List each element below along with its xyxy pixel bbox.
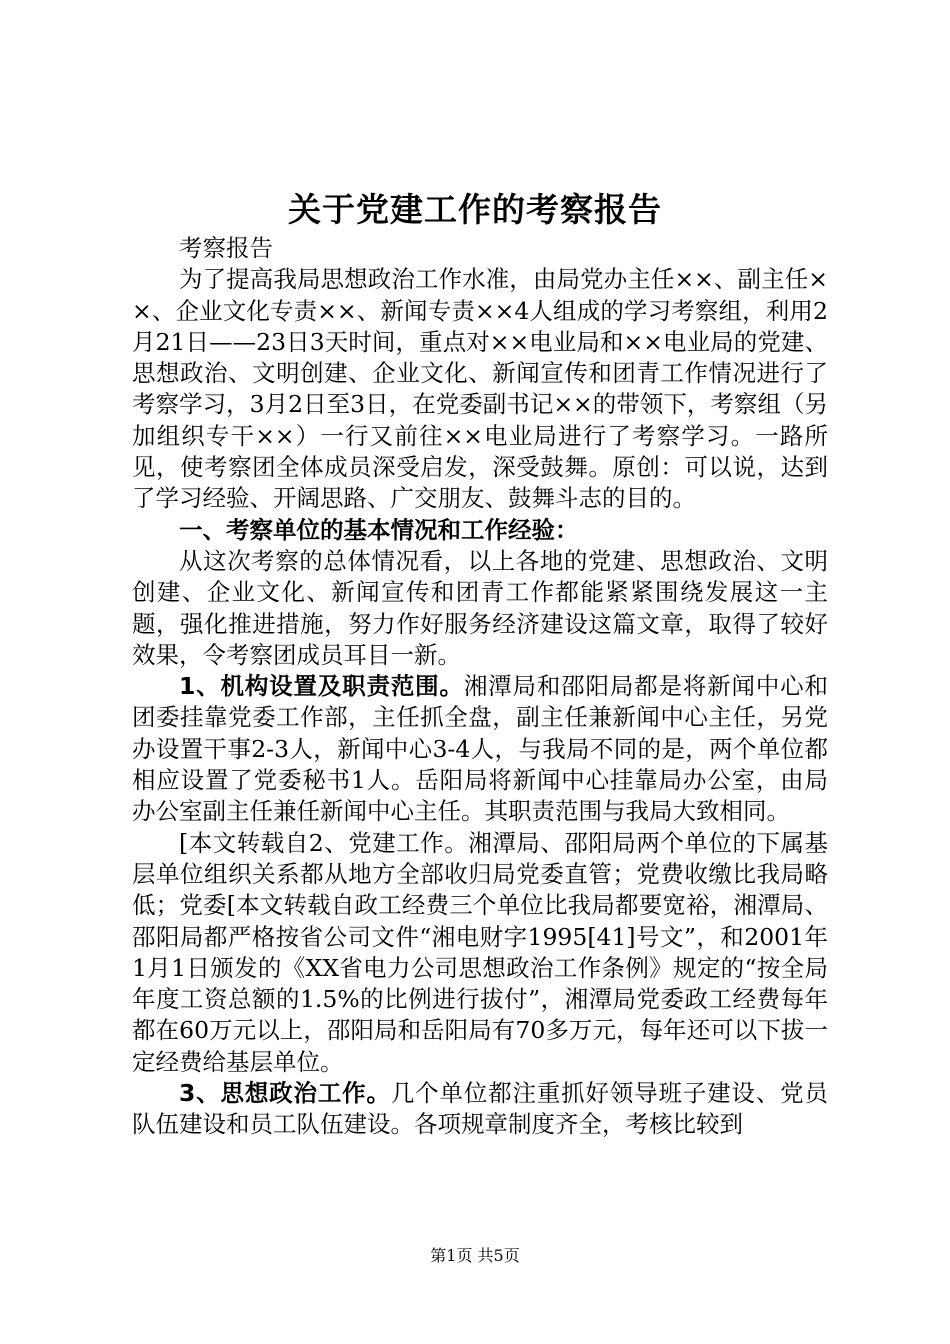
paragraph-text: 考察报告 (179, 234, 273, 262)
paragraph-text: 湘潭局和邵阳局都是将新闻中心和团委挂靠党委工作部，主任抓全盘，副主任兼新闻中心主任，另党办设置干事2-3人，新闻中心3-4人，与我局不同的是，两个单位都相应设置了党委秘书1人。岳阳局将新闻中心挂靠局办公室，由局办公室副主任兼任新闻中心主任。其职责范围与我局大致相同。 (132, 672, 828, 826)
section-heading-text: 一、考察单位的基本情况和工作经验： (179, 515, 579, 544)
paragraph-party-building (132, 828, 828, 1078)
page-footer: 第1页 共5页 (430, 1246, 520, 1265)
paragraph-organization (132, 671, 828, 827)
section-heading-1 (132, 515, 828, 546)
document-body (132, 233, 828, 1141)
document-title: 关于党建工作的考察报告 (288, 190, 662, 229)
paragraph-text: 从这次考察的总体情况看，以上各地的党建、思想政治、文明创建、企业文化、新闻宣传和团青工作都能紧紧围绕发展这一主题，强化推进措施，努力作好服务经济建设这篇文章，取得了较好效果，令考察团成员耳目一新。 (132, 546, 828, 669)
paragraph-lead: 3、思想政治工作。 (179, 1079, 391, 1108)
paragraph-intro-label (132, 233, 828, 264)
paragraph-lead: 1、机构设置及职责范围。 (179, 672, 464, 701)
paragraph-overview (132, 546, 828, 671)
paragraph-purpose (132, 264, 828, 514)
paragraph-text: 为了提高我局思想政治工作水准，由局党办主任××、副主任××、企业文化专责××、新闻专责××4人组成的学习考察组，利用2月21日——23日3天时间，重点对××电业局和××电业局的党建、思想政治、文明创建、企业文化、新闻宣传和团青工作情况进行了考察学习，3月2日至3日，在党委副书记××的带领下，考察组（另加组织专干××）一行又前往××电业局进行了考察学习。一路所见，使考察团全体成员深受启发，深受鼓舞。原创：可以说，达到了学习经验、开阔思路、广交朋友、鼓舞斗志的目的。 (132, 265, 828, 513)
paragraph-ideological-work (132, 1078, 828, 1141)
paragraph-text: 几个单位都注重抓好领导班子建设、党员队伍建设和员工队伍建设。各项规章制度齐全，考核比较到 (132, 1079, 828, 1139)
paragraph-text: [本文转载自2、党建工作。湘潭局、邵阳局两个单位的下属基层单位组织关系都从地方全部收归局党委直管；党费收缴比我局略低；党委[本文转载自政工经费三个单位比我局都要宽裕，湘潭局、邵阳局都严格按省公司文件“湘电财字1995[41]号文”，和2001年1月1日颁发的《XX省电力公司思想政治工作条例》规定的“按全局年度工资总额的1.5%的比例进行拔付”，湘潭局党委政工经费每年都在60万元以上，邵阳局和岳阳局有70多万元，每年还可以下拔一定经费给基层单位。 (132, 828, 828, 1076)
